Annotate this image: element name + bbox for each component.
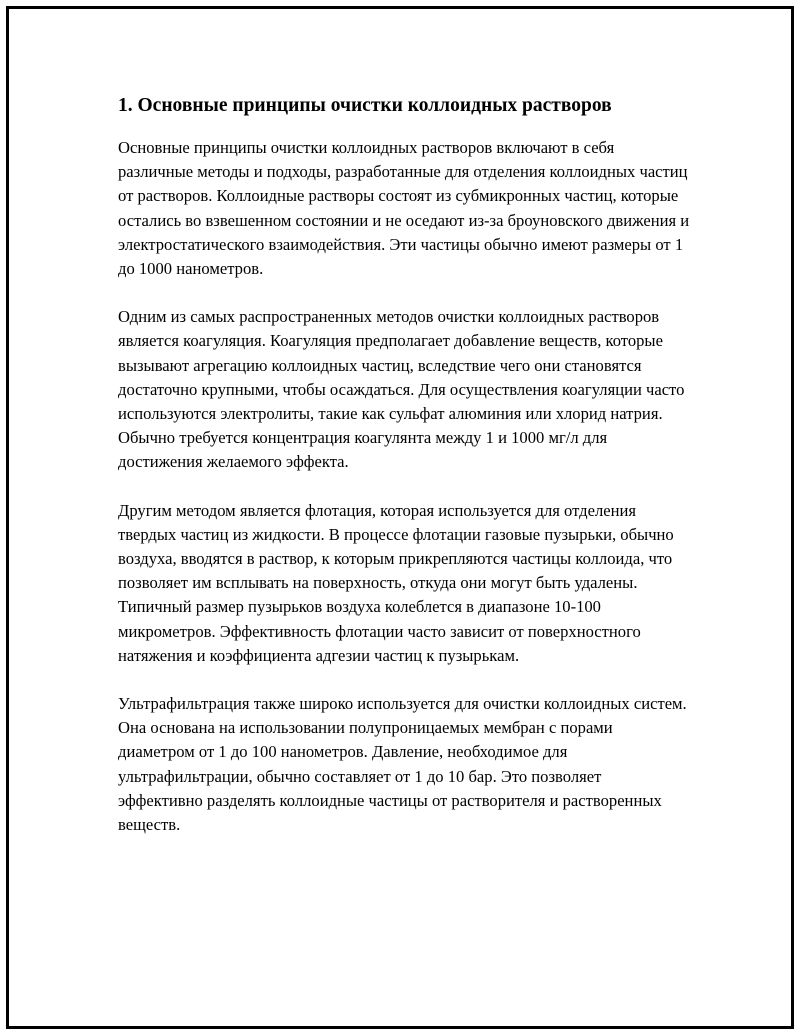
document-body	[118, 92, 690, 861]
section-title: 1. Основные принципы очистки коллоидных растворов	[118, 95, 612, 116]
paragraph-ultrafiltration: Ультрафильтрация также широко используется для очистки коллоидных систем. Она основана на использовании полупроницаемых мембран с порами диаметром от 1 до 100 нанометров. Давление, необходимое для ультрафильтрации, обычно составляет от 1 до 10 бар. Это позволяет эффективно разделять коллоидные частицы от растворителя и растворенных веществ.	[118, 694, 687, 835]
paragraph-flotation: Другим методом является флотация, которая используется для отделения твердых частиц из жидкости. В процессе флотации газовые пузырьки, обычно воздуха, вводятся в раствор, к которым прикрепляются частицы коллоида, что позволяет им всплывать на поверхность, откуда они могут быть удалены. Типичный размер пузырьков воздуха колеблется в диапазоне 10-100 микрометров. Эффективность флотации часто зависит от поверхностного натяжения и коэффициента адгезии частиц к пузырькам.	[118, 500, 674, 665]
paragraph-intro: Основные принципы очистки коллоидных растворов включают в себя различные методы и подходы, разработанные для отделения коллоидных частиц от растворов. Коллоидные растворы состоят из субмикронных частиц, которые остались во взвешенном состоянии и не оседают из-за броуновского движения и электростатического взаимодействия. Эти частицы обычно имеют размеры от 1 до 1000 нанометров.	[118, 138, 690, 279]
paragraph-coagulation: Одним из самых распространенных методов очистки коллоидных растворов является коагуляция. Коагуляция предполагает добавление веществ, которые вызывают агрегацию коллоидных частиц, вследствие чего они становятся достаточно крупными, чтобы осаждаться. Для осуществления коагуляции часто используются электролиты, такие как сульфат алюминия или хлорид натрия. Обычно требуется концентрация коагулянта между 1 и 1000 мг/л для достижения желаемого эффекта.	[118, 307, 685, 472]
